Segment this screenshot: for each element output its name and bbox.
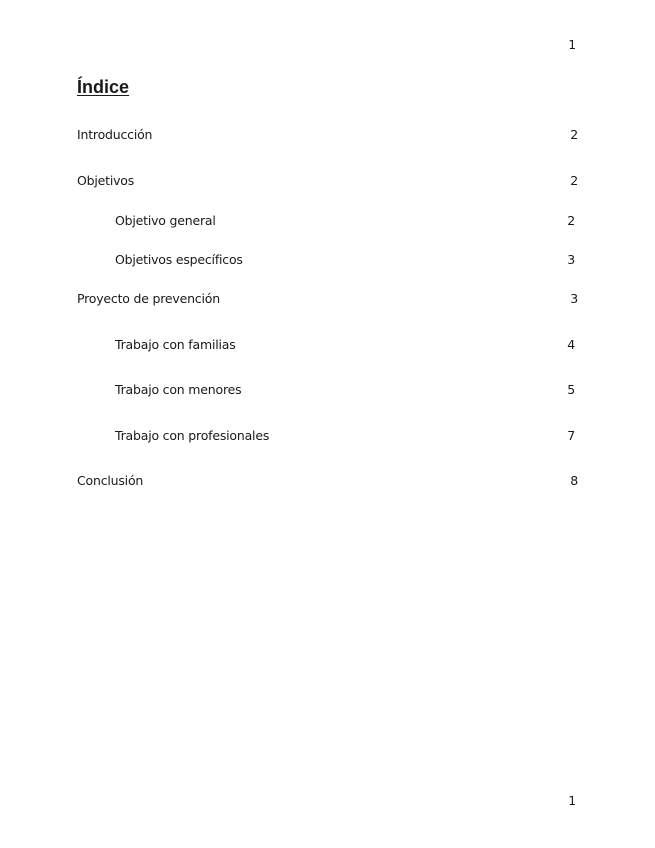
toc-entry-introduccion[interactable] — [77, 127, 578, 143]
toc-entry-label: Introducción — [77, 127, 153, 142]
toc-entry-label: Objetivos específicos — [115, 252, 243, 267]
toc-entry-page: 7 — [567, 428, 575, 443]
toc-entry-trabajo-con-profesionales[interactable] — [77, 428, 578, 444]
toc-title: Índice — [77, 77, 130, 97]
toc-entry-label: Trabajo con familias — [115, 337, 236, 352]
toc-entry-label: Trabajo con profesionales — [115, 428, 270, 443]
toc-entry-objetivo-general[interactable] — [77, 213, 578, 229]
toc-entry-page: 2 — [567, 213, 575, 228]
toc-entry-page: 8 — [570, 473, 578, 488]
toc-entry-conclusion[interactable] — [77, 473, 578, 489]
toc-entry-objetivos-especificos[interactable] — [77, 252, 578, 268]
toc-entry-label: Objetivo general — [115, 213, 216, 228]
toc-entry-trabajo-con-menores[interactable] — [77, 382, 578, 398]
toc-entry-page: 3 — [570, 291, 578, 306]
toc-entry-label: Trabajo con menores — [115, 382, 242, 397]
toc-entry-label: Objetivos — [77, 173, 135, 188]
toc-entry-proyecto-de-prevencion[interactable] — [77, 291, 578, 307]
footer-page-number: 1 — [568, 794, 576, 808]
toc-entry-page: 3 — [567, 252, 575, 267]
toc-entry-objetivos[interactable] — [77, 173, 578, 189]
toc-entry-label: Proyecto de prevención — [77, 291, 220, 306]
toc-entry-trabajo-con-familias[interactable] — [77, 337, 578, 353]
toc-entry-page: 5 — [567, 382, 575, 397]
toc-entry-page: 2 — [570, 173, 578, 188]
toc-entry-page: 2 — [570, 127, 578, 142]
header-page-number: 1 — [568, 38, 576, 52]
toc-entry-label: Conclusión — [77, 473, 144, 488]
toc-entry-page: 4 — [567, 337, 575, 352]
